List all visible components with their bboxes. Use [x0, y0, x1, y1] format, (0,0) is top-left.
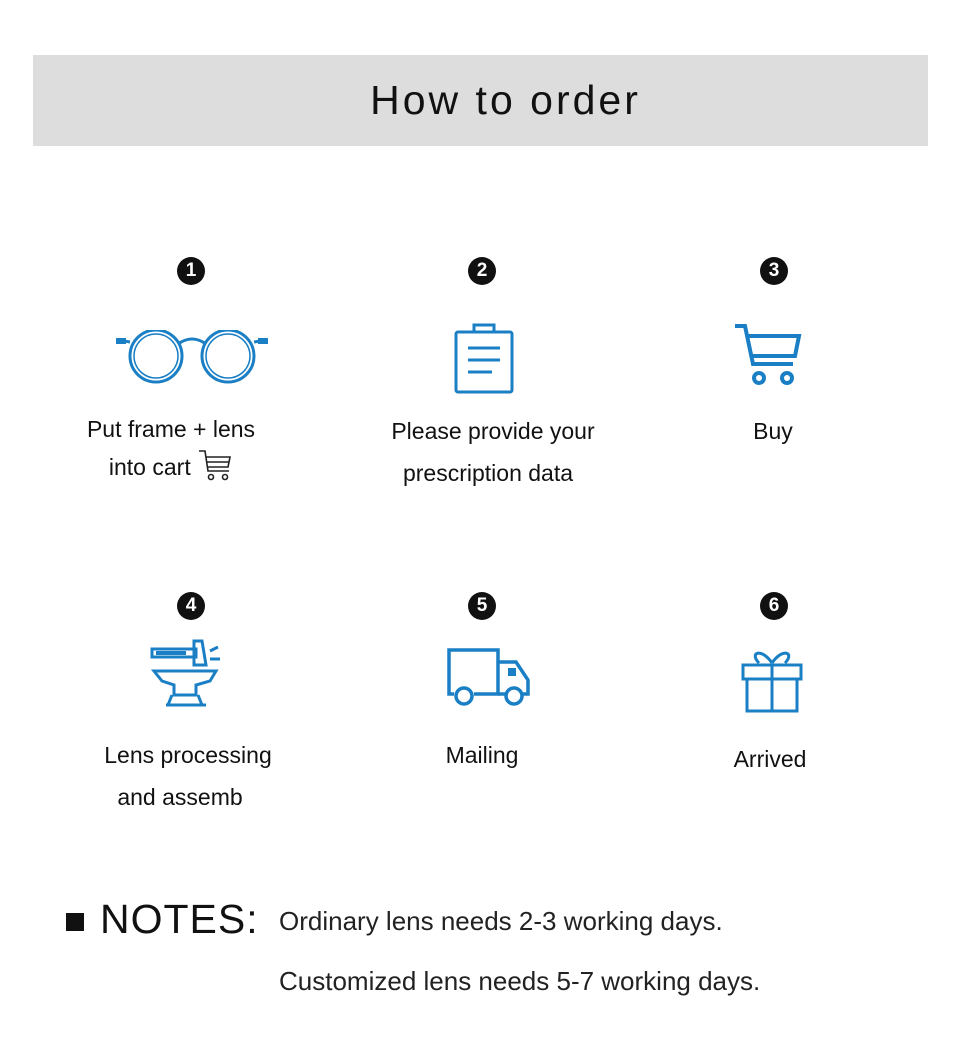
- step-1-label-line2: into cart: [108, 454, 191, 480]
- step-2-number: 2: [468, 257, 496, 285]
- step-6-label: Arrived: [733, 746, 807, 772]
- glasses-icon: [116, 330, 268, 388]
- notes-bullet-icon: [66, 913, 84, 931]
- step-2-label-line2: prescription data: [402, 460, 574, 486]
- header-banner: [33, 55, 928, 146]
- page-title: How to order: [370, 77, 641, 123]
- step-5-number: 5: [468, 592, 496, 620]
- notes-line-customized: Customized lens needs 5-7 working days.: [279, 966, 761, 996]
- step-2-label-line1: Please provide your: [391, 418, 595, 444]
- step-6-number: 6: [760, 592, 788, 620]
- step-5-label: Mailing: [445, 742, 519, 768]
- truck-icon: [446, 646, 532, 710]
- step-4-label-line2: and assemb: [117, 784, 243, 810]
- step-1-label-line2-wrap: [36, 446, 306, 488]
- anvil-icon: [150, 637, 224, 711]
- clipboard-icon: [452, 320, 516, 396]
- shopping-cart-icon: [733, 322, 803, 388]
- step-3-number: 3: [760, 257, 788, 285]
- notes-title: NOTES:: [100, 896, 259, 942]
- step-1-number: 1: [177, 257, 205, 285]
- step-4-number: 4: [177, 592, 205, 620]
- step-1-label-line1: Put frame + lens: [86, 416, 256, 442]
- notes-line-ordinary: Ordinary lens needs 2-3 working days.: [279, 906, 723, 936]
- step-3-label: Buy: [753, 418, 793, 444]
- step-4-label-line1: Lens processing: [104, 742, 272, 768]
- gift-icon: [739, 645, 805, 715]
- cart-small-icon: [197, 447, 233, 483]
